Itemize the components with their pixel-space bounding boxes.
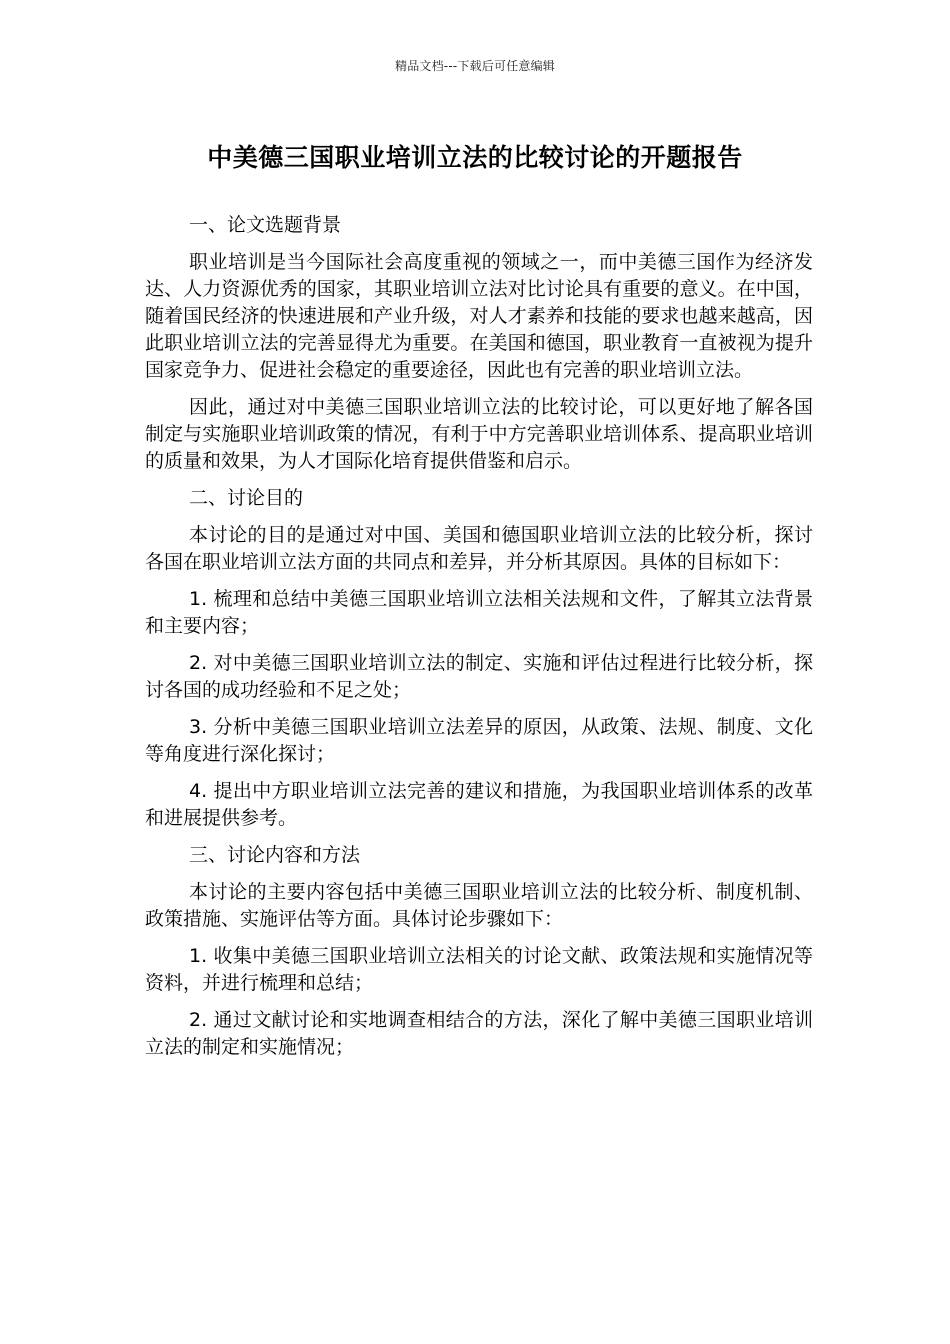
section-heading: 二、讨论目的 (189, 487, 304, 509)
paragraph: 因此，通过对中美德三国职业培训立法的比较讨论，可以更好地了解各国制定与实施职业培训政策的情况，有利于中方完善职业培训体系、提高职业培训的质量和效果，为人才国际化培育提供借鉴和启示。 (145, 396, 813, 472)
paragraph: 本讨论的目的是通过对中国、美国和德国职业培训立法的比较分析，探讨各国在职业培训立法方面的共同点和差异，并分析其原因。具体的目标如下： (145, 524, 813, 573)
document-title: 中美德三国职业培训立法的比较讨论的开题报告 (207, 143, 743, 172)
header-note: 精品文档---下载后可任意编辑 (395, 59, 555, 73)
list-item: 1. 梳理和总结中美德三国职业培训立法相关法规和文件，了解其立法背景和主要内容； (145, 588, 813, 637)
list-item: 1. 收集中美德三国职业培训立法相关的讨论文献、政策法规和实施情况等资料，并进行梳理和总结； (145, 945, 813, 994)
list-item: 2. 通过文献讨论和实地调查相结合的方法，深化了解中美德三国职业培训立法的制定和实施情况； (145, 1009, 813, 1058)
list-item: 3. 分析中美德三国职业培训立法差异的原因，从政策、法规、制度、文化等角度进行深化探讨； (145, 716, 813, 765)
section-heading: 一、论文选题背景 (189, 214, 342, 236)
list-item: 2. 对中美德三国职业培训立法的制定、实施和评估过程进行比较分析，探讨各国的成功经验和不足之处； (145, 652, 813, 701)
paragraph: 本讨论的主要内容包括中美德三国职业培训立法的比较分析、制度机制、政策措施、实施评估等方面。具体讨论步骤如下： (145, 881, 813, 930)
section-heading: 三、讨论内容和方法 (189, 844, 361, 866)
list-item: 4. 提出中方职业培训立法完善的建议和措施，为我国职业培训体系的改革和进展提供参考。 (145, 780, 813, 829)
document-body (145, 212, 813, 1071)
paragraph: 职业培训是当今国际社会高度重视的领域之一，而中美德三国作为经济发达、人力资源优秀的国家，其职业培训立法对比讨论具有重要的意义。在中国，随着国民经济的快速进展和产业升级，对人才素养和技能的要求也越来越高，因此职业培训立法的完善显得尤为重要。在美国和德国，职业教育一直被视为提升国家竞争力、促进社会稳定的重要途径，因此也有完善的职业培训立法。 (145, 251, 813, 381)
